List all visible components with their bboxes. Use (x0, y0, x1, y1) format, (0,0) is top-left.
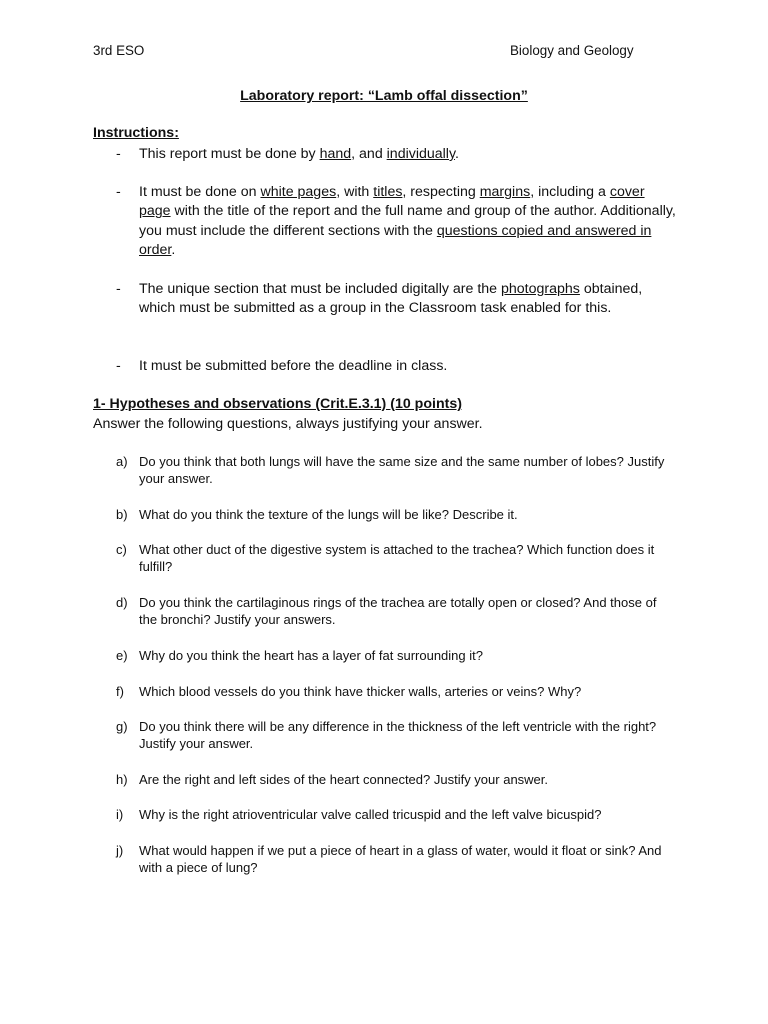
question-item (116, 506, 676, 523)
question-text: What would happen if we put a piece of heart in a glass of water, would it float or sink? And with a piece of lung? (139, 843, 662, 876)
bullet-dash: - (116, 184, 121, 200)
question-letter: a) (116, 454, 128, 469)
question-text: What do you think the texture of the lungs will be like? Describe it. (139, 507, 518, 522)
question-letter: b) (116, 507, 128, 522)
question-text: What other duct of the digestive system is attached to the trachea? Which function does it fulfill? (139, 542, 655, 575)
question-letter: h) (116, 772, 128, 787)
instruction-item (116, 145, 676, 164)
instruction-item (116, 280, 676, 319)
instruction-item (116, 183, 676, 260)
header-course: 3rd ESO (93, 43, 145, 58)
question-item (116, 771, 676, 788)
section-intro: Answer the following questions, always justifying your answer. (93, 416, 483, 432)
question-item (116, 594, 676, 629)
question-text: Do you think there will be any difference in the thickness of the left ventricle with the right? Justify your answer. (139, 719, 657, 752)
question-item (116, 718, 676, 753)
instruction-item (116, 357, 676, 376)
instruction-text: It must be submitted before the deadline in class. (139, 358, 448, 374)
question-item (116, 806, 676, 823)
instructions-heading: Instructions: (93, 125, 179, 141)
question-letter: e) (116, 648, 128, 663)
instruction-text: This report must be done by hand, and individually. (139, 146, 459, 162)
question-item (116, 453, 676, 488)
question-letter: i) (116, 807, 124, 822)
header-subject: Biology and Geology (510, 43, 634, 58)
instruction-text: The unique section that must be included digitally are the photographs obtained, which must be submitted as a group in the Classroom task enabled for this. (139, 281, 643, 317)
instruction-text: It must be done on white pages, with titles, respecting margins, including a cover page with the title of the report and the full name and group of the author. Additionally, you must include the different sections with the questions copied and answered in order. (139, 184, 676, 258)
question-text: Do you think the cartilaginous rings of the trachea are totally open or closed? And those of the bronchi? Justify your answers. (139, 595, 657, 628)
question-letter: g) (116, 719, 128, 734)
report-title: Laboratory report: “Lamb offal dissection” (240, 88, 528, 104)
question-letter: d) (116, 595, 128, 610)
bullet-dash: - (116, 281, 121, 297)
question-text: Are the right and left sides of the heart connected? Justify your answer. (139, 772, 549, 787)
question-letter: c) (116, 542, 127, 557)
question-letter: j) (116, 843, 124, 858)
question-item (116, 683, 676, 700)
question-text: Which blood vessels do you think have thicker walls, arteries or veins? Why? (139, 684, 582, 699)
question-text: Do you think that both lungs will have the same size and the same number of lobes? Justify your answer. (139, 454, 665, 487)
bullet-dash: - (116, 358, 121, 374)
question-item (116, 842, 676, 877)
question-text: Why do you think the heart has a layer of fat surrounding it? (139, 648, 483, 663)
question-text: Why is the right atrioventricular valve called tricuspid and the left valve bicuspid? (139, 807, 602, 822)
question-item (116, 647, 676, 664)
bullet-dash: - (116, 146, 121, 162)
section-heading: 1- Hypotheses and observations (Crit.E.3.1) (10 points) (93, 396, 462, 412)
question-letter: f) (116, 684, 124, 699)
question-item (116, 541, 676, 576)
